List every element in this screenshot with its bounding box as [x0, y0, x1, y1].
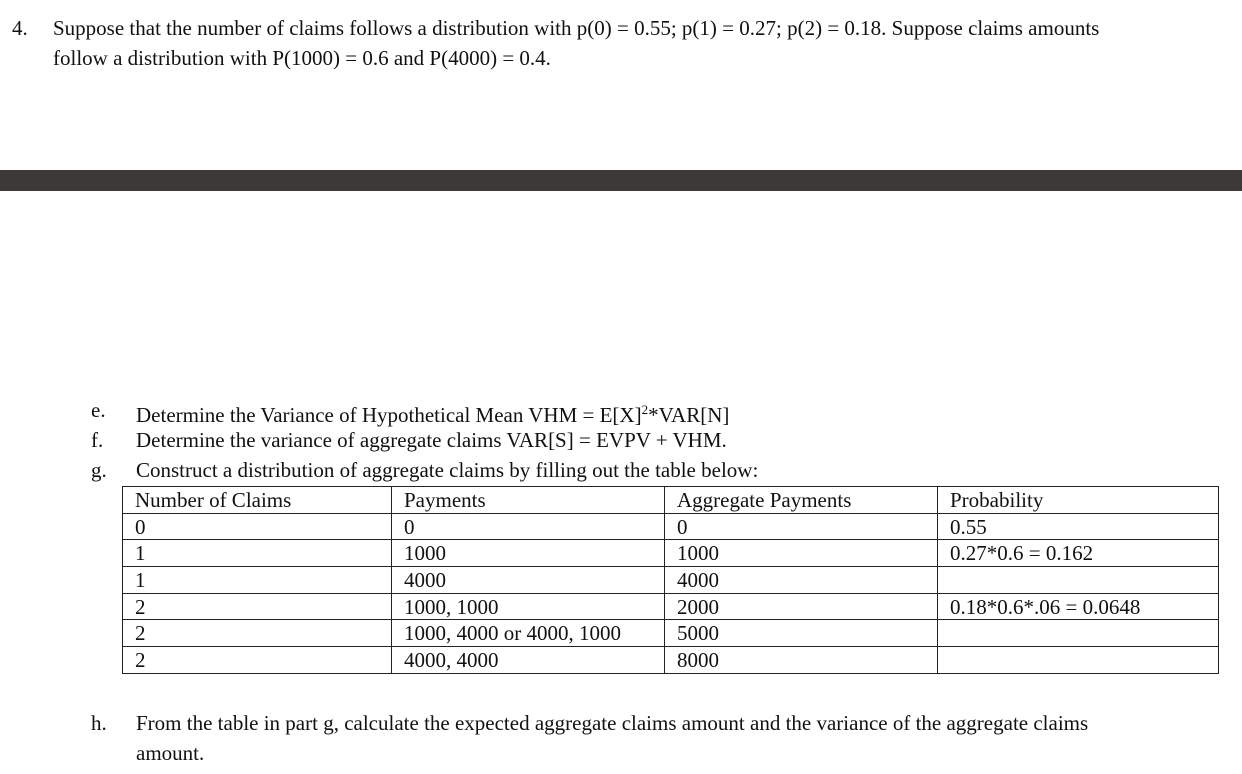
- part-g-label: g.: [91, 458, 107, 482]
- table-row: [123, 620, 1219, 647]
- part-g-text: Construct a distribution of aggregate claims by filling out the table below:: [136, 458, 759, 482]
- part-h-text-line2: amount.: [136, 741, 205, 765]
- cell-aggregate-payments: 2000: [665, 593, 938, 620]
- header-payments: Payments: [392, 487, 665, 514]
- header-number-of-claims: Number of Claims: [123, 487, 392, 514]
- table-header-row: [123, 487, 1219, 514]
- cell-payments: 0: [392, 513, 665, 540]
- part-e-text: [136, 396, 729, 429]
- aggregate-claims-table: [122, 486, 1219, 674]
- header-probability: Probability: [938, 487, 1219, 514]
- table-row: [123, 513, 1219, 540]
- cell-payments: 1000, 4000 or 4000, 1000: [392, 620, 665, 647]
- part-e-superscript: 2: [641, 402, 649, 417]
- section-divider-bar: [0, 170, 1242, 191]
- table-row: [123, 567, 1219, 594]
- part-f-label: f.: [91, 428, 104, 452]
- part-f-text: Determine the variance of aggregate claims VAR[S] = EVPV + VHM.: [136, 428, 727, 452]
- cell-aggregate-payments: 0: [665, 513, 938, 540]
- table-row: [123, 647, 1219, 674]
- cell-probability: 0.18*0.6*.06 = 0.0648: [938, 593, 1219, 620]
- question-number: 4.: [12, 16, 28, 40]
- cell-probability: 0.27*0.6 = 0.162: [938, 540, 1219, 567]
- cell-number-of-claims: 2: [123, 647, 392, 674]
- cell-aggregate-payments: 4000: [665, 567, 938, 594]
- cell-probability: [938, 620, 1219, 647]
- cell-probability: 0.55: [938, 513, 1219, 540]
- cell-payments: 1000: [392, 540, 665, 567]
- part-e-text-before: Determine the Variance of Hypothetical Mean VHM = E[X]: [136, 403, 642, 427]
- table-row: [123, 540, 1219, 567]
- cell-probability: [938, 647, 1219, 674]
- part-e-label: e.: [91, 398, 106, 422]
- part-h-text-line1: From the table in part g, calculate the expected aggregate claims amount and the variance of the aggregate claims: [136, 711, 1089, 735]
- cell-aggregate-payments: 8000: [665, 647, 938, 674]
- cell-payments: 4000, 4000: [392, 647, 665, 674]
- cell-number-of-claims: 2: [123, 593, 392, 620]
- part-e-text-after: *VAR[N]: [648, 403, 730, 427]
- cell-payments: 4000: [392, 567, 665, 594]
- cell-probability: [938, 567, 1219, 594]
- cell-number-of-claims: 1: [123, 540, 392, 567]
- cell-aggregate-payments: 5000: [665, 620, 938, 647]
- cell-number-of-claims: 2: [123, 620, 392, 647]
- cell-payments: 1000, 1000: [392, 593, 665, 620]
- cell-aggregate-payments: 1000: [665, 540, 938, 567]
- question-text-line2: follow a distribution with P(1000) = 0.6 and P(4000) = 0.4.: [53, 46, 551, 70]
- cell-number-of-claims: 0: [123, 513, 392, 540]
- table-row: [123, 593, 1219, 620]
- question-text-line1: Suppose that the number of claims follows a distribution with p(0) = 0.55; p(1) = 0.27; p(2) = 0.18. Suppose claims amounts: [53, 16, 1100, 40]
- header-aggregate-payments: Aggregate Payments: [665, 487, 938, 514]
- cell-number-of-claims: 1: [123, 567, 392, 594]
- part-h-label: h.: [91, 711, 107, 735]
